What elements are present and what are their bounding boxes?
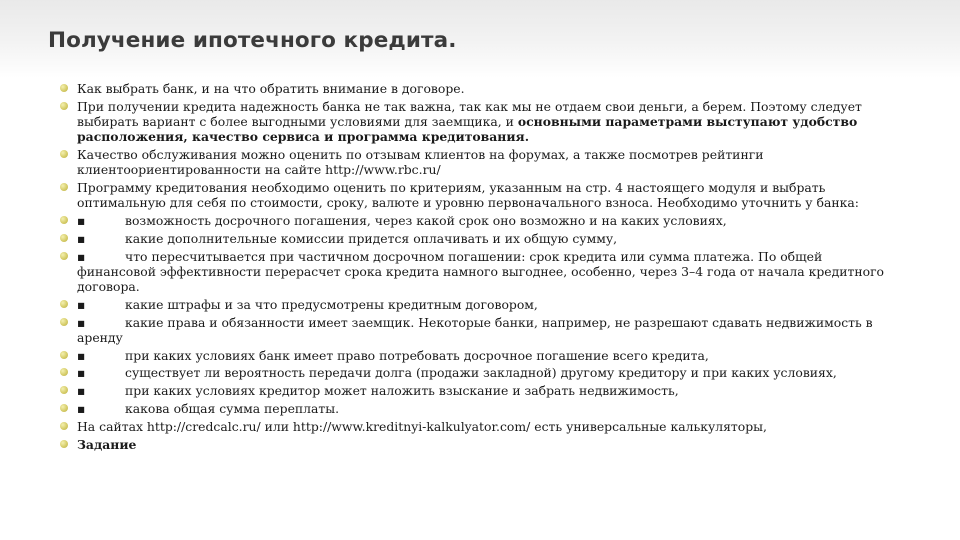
list-item (60, 249, 900, 295)
item-text: Программу кредитования необходимо оценить по критериям, указанным на стр. 4 настоящего модуля и выбрать оптимальную для себя по стоимости, сроку, валюте и уровню первоначального взноса. Необходимо уточнить у банка: (77, 180, 859, 211)
item-text: какова общая сумма переплаты. (125, 400, 340, 416)
list-item (60, 419, 900, 434)
bullet-icon (60, 102, 68, 110)
bullet-icon (60, 404, 68, 412)
bullet-icon (60, 216, 68, 224)
item-text: какие права и обязанности имеет заемщик. Некоторые банки, например, не разрешают сдавать недвижимость в аренду (77, 314, 873, 345)
bullet-icon (60, 150, 68, 158)
list-item (60, 365, 900, 380)
bullet-icon (60, 318, 68, 326)
list-item (60, 81, 900, 96)
square-marker: ▪ (77, 230, 86, 246)
bullet-icon (60, 252, 68, 260)
item-text: существует ли вероятность передачи долга (продажи закладной) другому кредитору и при каких условиях, (125, 365, 837, 381)
square-marker: ▪ (77, 296, 86, 312)
item-text: На сайтах http://credcalc.ru/ или http://www.kreditnyi-kalkulyator.com/ есть универсальные калькуляторы, (77, 418, 767, 434)
bullet-icon (60, 300, 68, 308)
list-item (60, 315, 900, 345)
bullet-icon (60, 440, 68, 448)
bullet-icon (60, 183, 68, 191)
bullet-icon (60, 368, 68, 376)
list-item (60, 231, 900, 246)
list-item (60, 437, 900, 452)
bullet-icon (60, 84, 68, 92)
item-text: при каких условиях кредитор может наложить взыскание и забрать недвижимость, (125, 383, 679, 399)
item-text: что пересчитывается при частичном досрочном погашении: срок кредита или сумма платежа. По общей финансовой эффективности перерасчет срока кредита намного выгоднее, особенно, через 3–4 года от начала кредитного договора. (77, 248, 885, 294)
list-item (60, 297, 900, 312)
item-text: какие штрафы и за что предусмотрены кредитным договором, (125, 296, 538, 312)
item-text: Как выбрать банк, и на что обратить внимание в договоре. (77, 81, 465, 96)
list-item (60, 180, 900, 210)
list-item (60, 401, 900, 416)
square-marker: ▪ (77, 365, 86, 381)
item-text: при каких условиях банк имеет право потребовать досрочное погашение всего кредита, (125, 347, 709, 363)
square-marker: ▪ (77, 314, 86, 330)
item-text: Качество обслуживания можно оценить по отзывам клиентов на форумах, а также посмотрев рейтинги клиентоориентированности на сайте http://www.rbc.ru/ (77, 147, 764, 178)
item-text: Задание (77, 436, 137, 452)
list-item (60, 147, 900, 177)
square-marker: ▪ (77, 248, 86, 264)
bullet-icon (60, 386, 68, 394)
bullet-icon (60, 351, 68, 359)
square-marker: ▪ (77, 213, 86, 228)
slide-title: Получение ипотечного кредита. (48, 28, 457, 53)
bullet-icon (60, 234, 68, 242)
bullet-icon (60, 422, 68, 430)
list-item (60, 383, 900, 398)
square-marker: ▪ (77, 383, 86, 399)
list-item (60, 213, 900, 228)
item-text: При получении кредита надежность банка не так важна, так как мы не отдаем свои деньги, а берем. Поэтому следует выбирать вариант с более выгодными условиями для заемщика, и (77, 98, 862, 129)
square-marker: ▪ (77, 347, 86, 363)
list-item (60, 99, 900, 145)
item-text: какие дополнительные комиссии придется оплачивать и их общую сумму, (125, 230, 618, 246)
bullet-list (60, 81, 900, 454)
square-marker: ▪ (77, 400, 86, 416)
list-item (60, 348, 900, 363)
item-bold-text: основными параметрами выступают удобство расположения, качество сервиса и программа кредитования. (77, 114, 858, 145)
item-text: возможность досрочного погашения, через какой срок оно возможно и на каких условиях, (125, 213, 727, 228)
